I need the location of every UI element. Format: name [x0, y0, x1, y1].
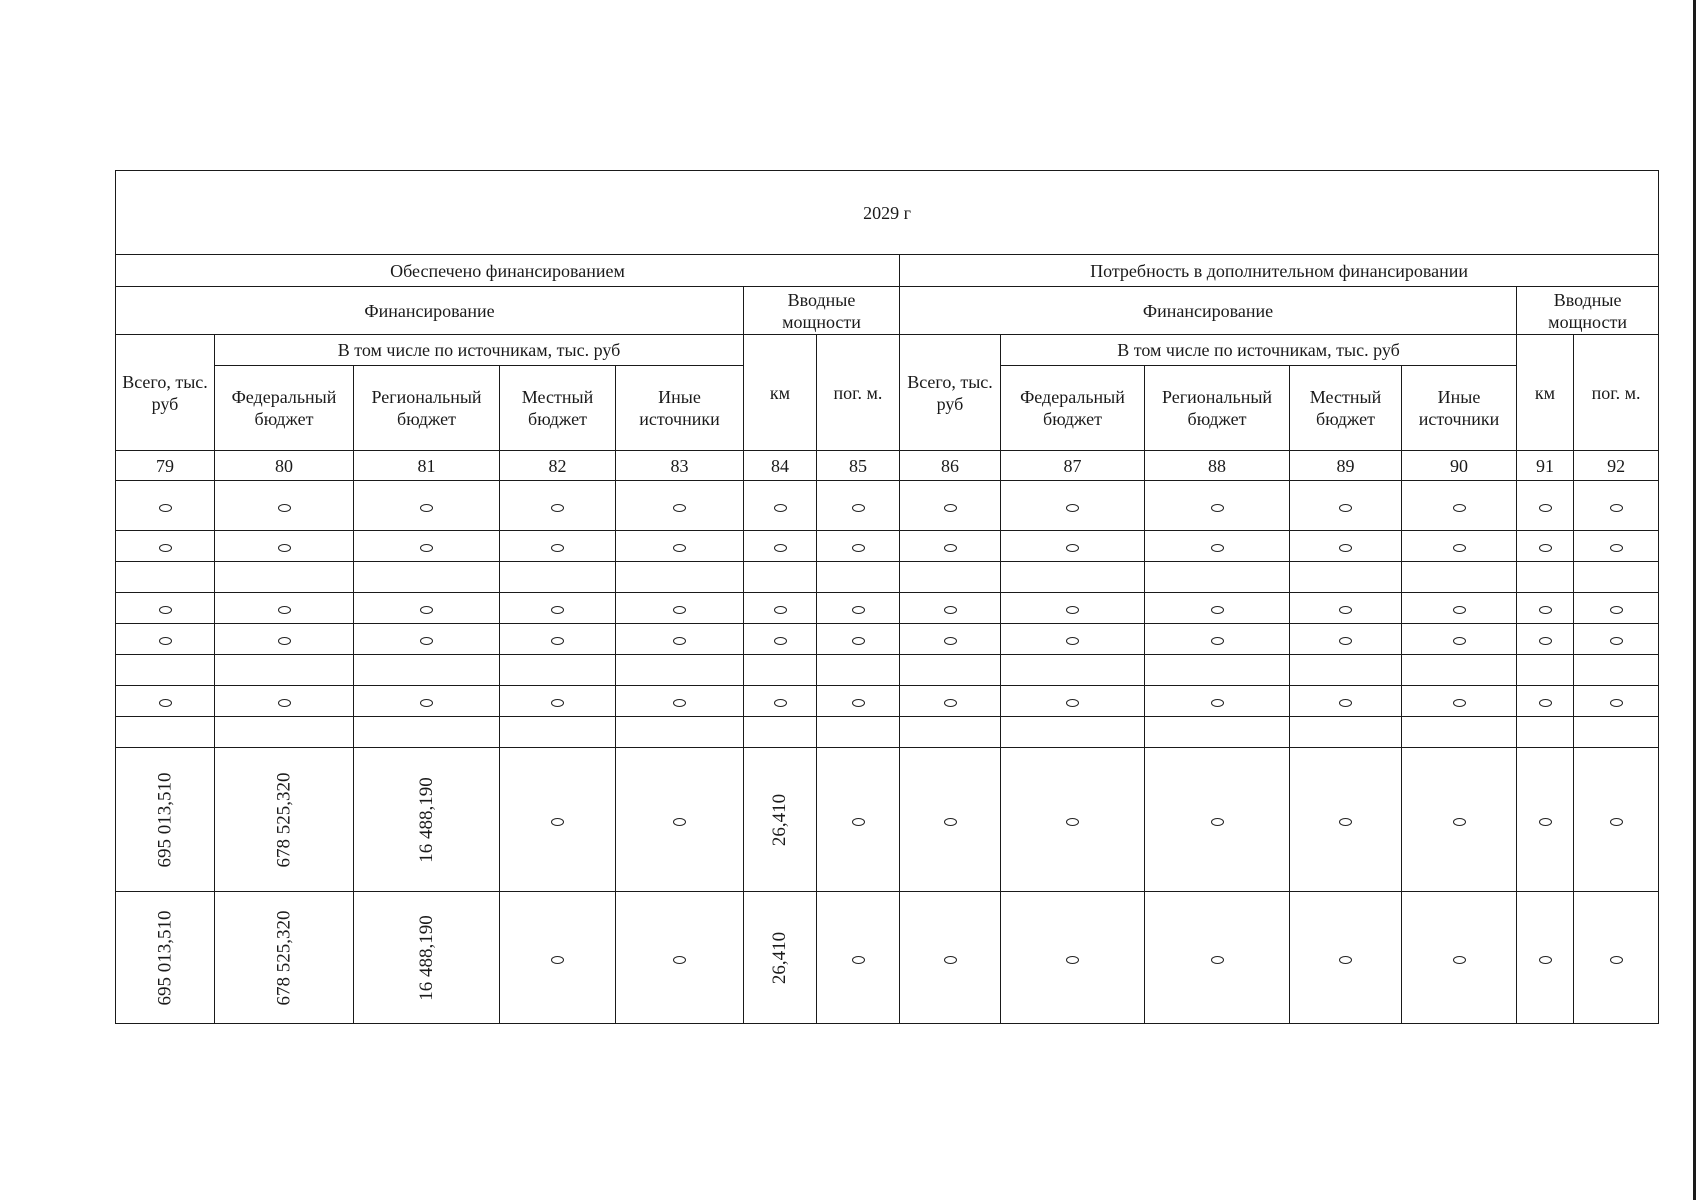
secured-federal-header: Федеральный бюджет [215, 366, 354, 451]
zero-mark [1211, 544, 1224, 552]
table-cell [1145, 686, 1290, 717]
column-number: 80 [215, 451, 354, 481]
zero-mark [1211, 699, 1224, 707]
additional-regional-header: Региональный бюджет [1145, 366, 1290, 451]
table-row [116, 686, 1659, 717]
table-row [116, 593, 1659, 624]
column-number: 81 [354, 451, 500, 481]
table-cell [744, 748, 817, 892]
table-cell [817, 748, 900, 892]
zero-mark [1610, 956, 1623, 964]
table-cell [1517, 686, 1574, 717]
table-cell [1517, 593, 1574, 624]
zero-mark [278, 544, 291, 552]
table-cell [354, 562, 500, 593]
table-cell [744, 717, 817, 748]
table-cell [744, 481, 817, 531]
zero-mark [1339, 637, 1352, 645]
additional-total-header: Всего, тыс. руб [900, 335, 1001, 451]
table-cell [1574, 655, 1659, 686]
table-cell [116, 655, 215, 686]
table-cell [1001, 655, 1145, 686]
additional-other-header: Иные источники [1402, 366, 1517, 451]
column-numbers-row [116, 451, 1659, 481]
table-cell [1001, 531, 1145, 562]
zero-mark [1610, 544, 1623, 552]
table-cell [215, 593, 354, 624]
table-row-totals [116, 892, 1659, 1024]
table-cell [1574, 717, 1659, 748]
secured-km-header: км [744, 335, 817, 451]
table-cell [900, 531, 1001, 562]
zero-mark [852, 606, 865, 614]
table-cell [1402, 562, 1517, 593]
table-cell [116, 531, 215, 562]
table-cell [215, 655, 354, 686]
table-cell [500, 717, 616, 748]
zero-mark [944, 699, 957, 707]
zero-mark [278, 699, 291, 707]
zero-mark [944, 956, 957, 964]
table-cell [1290, 655, 1402, 686]
zero-mark [1453, 504, 1466, 512]
table-cell [1145, 717, 1290, 748]
table-cell [1145, 655, 1290, 686]
table-cell [354, 531, 500, 562]
table-row-empty [116, 562, 1659, 593]
zero-mark [1211, 956, 1224, 964]
zero-mark [1211, 818, 1224, 826]
table-cell [1574, 748, 1659, 892]
vertical-value: 16 488,190 [415, 915, 437, 1001]
zero-mark [1066, 956, 1079, 964]
table-cell [1517, 892, 1574, 1024]
zero-mark [1066, 818, 1079, 826]
zero-mark [774, 699, 787, 707]
secured-regional-header: Региональный бюджет [354, 366, 500, 451]
table-cell [354, 892, 500, 1024]
secured-local-header: Местный бюджет [500, 366, 616, 451]
column-number: 90 [1402, 451, 1517, 481]
table-cell [215, 481, 354, 531]
table-cell [1402, 686, 1517, 717]
secured-financing-header: Финансирование [116, 287, 744, 335]
table-row [116, 531, 1659, 562]
table-cell [500, 686, 616, 717]
zero-mark [551, 699, 564, 707]
table-cell [354, 748, 500, 892]
additional-funding-header: Потребность в дополнительном финансировании [900, 255, 1659, 287]
table-cell [1290, 593, 1402, 624]
zero-mark [159, 504, 172, 512]
table-cell [616, 655, 744, 686]
table-cell [817, 892, 900, 1024]
table-cell [500, 624, 616, 655]
zero-mark [1066, 504, 1079, 512]
table-cell [1145, 748, 1290, 892]
table-cell [616, 481, 744, 531]
column-number: 86 [900, 451, 1001, 481]
zero-mark [852, 544, 865, 552]
table-cell [1290, 481, 1402, 531]
table-cell [1574, 686, 1659, 717]
table-cell [1001, 717, 1145, 748]
additional-financing-header: Финансирование [900, 287, 1517, 335]
table-cell [500, 481, 616, 531]
zero-mark [1453, 956, 1466, 964]
table-cell [1517, 624, 1574, 655]
table-cell [900, 748, 1001, 892]
table-cell [744, 624, 817, 655]
table-cell [616, 892, 744, 1024]
table-cell [116, 748, 215, 892]
table-cell [900, 481, 1001, 531]
zero-mark [551, 637, 564, 645]
column-number: 89 [1290, 451, 1402, 481]
zero-mark [1066, 637, 1079, 645]
table-cell [900, 655, 1001, 686]
zero-mark [852, 818, 865, 826]
table-cell [1574, 562, 1659, 593]
zero-mark [159, 699, 172, 707]
table-cell [354, 481, 500, 531]
table-cell [1001, 624, 1145, 655]
table-cell [744, 655, 817, 686]
table-cell [215, 562, 354, 593]
table-cell [1402, 481, 1517, 531]
table-cell [817, 624, 900, 655]
table-cell [744, 531, 817, 562]
zero-mark [944, 818, 957, 826]
table-cell [1402, 655, 1517, 686]
table-cell [500, 531, 616, 562]
table-cell [616, 531, 744, 562]
table-cell [900, 717, 1001, 748]
zero-mark [159, 637, 172, 645]
column-number: 79 [116, 451, 215, 481]
zero-mark [551, 818, 564, 826]
table-cell [116, 686, 215, 717]
zero-mark [1339, 699, 1352, 707]
table-cell [1517, 481, 1574, 531]
table-cell [1290, 892, 1402, 1024]
table-cell [817, 655, 900, 686]
table-cell [1402, 593, 1517, 624]
table-cell [1001, 686, 1145, 717]
table-cell [1290, 686, 1402, 717]
table-cell [1517, 531, 1574, 562]
zero-mark [852, 504, 865, 512]
table-cell [500, 562, 616, 593]
additional-federal-header: Федеральный бюджет [1001, 366, 1145, 451]
table-cell [1001, 481, 1145, 531]
zero-mark [1211, 504, 1224, 512]
column-number: 83 [616, 451, 744, 481]
table-cell [215, 717, 354, 748]
zero-mark [1610, 504, 1623, 512]
table-cell [1574, 531, 1659, 562]
zero-mark [1211, 637, 1224, 645]
zero-mark [1610, 699, 1623, 707]
table-cell [744, 892, 817, 1024]
table-cell [1145, 481, 1290, 531]
table-cell [500, 593, 616, 624]
zero-mark [1539, 544, 1552, 552]
table-cell [354, 717, 500, 748]
secured-pogm-header: пог. м. [817, 335, 900, 451]
zero-mark [1610, 818, 1623, 826]
zero-mark [852, 699, 865, 707]
table-cell [116, 593, 215, 624]
zero-mark [420, 637, 433, 645]
table-cell [1517, 655, 1574, 686]
additional-pogm-header: пог. м. [1574, 335, 1659, 451]
table-cell [500, 892, 616, 1024]
zero-mark [551, 504, 564, 512]
vertical-value: 695 013,510 [154, 910, 176, 1006]
table-cell [616, 593, 744, 624]
table-cell [1145, 531, 1290, 562]
table-cell [116, 562, 215, 593]
column-number: 84 [744, 451, 817, 481]
secured-funding-header: Обеспечено финансированием [116, 255, 900, 287]
table-cell [354, 593, 500, 624]
zero-mark [1539, 637, 1552, 645]
zero-mark [774, 606, 787, 614]
column-number: 91 [1517, 451, 1574, 481]
table-cell [1574, 624, 1659, 655]
additional-sources-header: В том числе по источникам, тыс. руб [1001, 335, 1517, 366]
zero-mark [673, 699, 686, 707]
table-cell [900, 562, 1001, 593]
table-cell [1574, 481, 1659, 531]
table-cell [616, 562, 744, 593]
table-cell [1290, 562, 1402, 593]
zero-mark [1066, 606, 1079, 614]
table-cell [500, 655, 616, 686]
table-cell [900, 686, 1001, 717]
zero-mark [944, 637, 957, 645]
zero-mark [159, 606, 172, 614]
vertical-value: 695 013,510 [154, 772, 176, 868]
table-cell [215, 892, 354, 1024]
zero-mark [159, 544, 172, 552]
table-cell [116, 717, 215, 748]
table-cell [1290, 531, 1402, 562]
table-cell [1517, 748, 1574, 892]
additional-capacity-header: Вводные мощности [1517, 287, 1659, 335]
table-row [116, 624, 1659, 655]
zero-mark [1453, 606, 1466, 614]
table-cell [1001, 562, 1145, 593]
zero-mark [551, 544, 564, 552]
secured-total-header: Всего, тыс. руб [116, 335, 215, 451]
table-cell [1145, 562, 1290, 593]
zero-mark [420, 606, 433, 614]
table-cell [616, 717, 744, 748]
table-cell [1001, 748, 1145, 892]
table-cell [215, 748, 354, 892]
zero-mark [673, 544, 686, 552]
zero-mark [1339, 606, 1352, 614]
table-cell [900, 593, 1001, 624]
table-cell [1517, 562, 1574, 593]
zero-mark [1211, 606, 1224, 614]
table-cell [354, 624, 500, 655]
zero-mark [1339, 956, 1352, 964]
column-number: 85 [817, 451, 900, 481]
table-row-totals [116, 748, 1659, 892]
zero-mark [551, 956, 564, 964]
zero-mark [1539, 504, 1552, 512]
table-cell [215, 531, 354, 562]
table-cell [817, 531, 900, 562]
column-number: 87 [1001, 451, 1145, 481]
secured-capacity-header: Вводные мощности [744, 287, 900, 335]
zero-mark [673, 504, 686, 512]
vertical-value: 26,410 [769, 931, 790, 985]
table-cell [1402, 892, 1517, 1024]
secured-sources-header: В том числе по источникам, тыс. руб [215, 335, 744, 366]
table-cell [1001, 593, 1145, 624]
zero-mark [774, 637, 787, 645]
zero-mark [944, 544, 957, 552]
table-row-empty [116, 655, 1659, 686]
table-cell [1145, 593, 1290, 624]
table-cell [817, 562, 900, 593]
table-cell [116, 481, 215, 531]
table-cell [744, 562, 817, 593]
table-cell [1145, 892, 1290, 1024]
table-row-empty [116, 717, 1659, 748]
table-cell [817, 481, 900, 531]
table-cell [817, 593, 900, 624]
zero-mark [1453, 637, 1466, 645]
table-cell [1402, 624, 1517, 655]
vertical-value: 678 525,320 [273, 772, 294, 868]
zero-mark [852, 956, 865, 964]
table-cell [1574, 593, 1659, 624]
zero-mark [1539, 956, 1552, 964]
zero-mark [1453, 544, 1466, 552]
additional-km-header: км [1517, 335, 1574, 451]
table-cell [900, 624, 1001, 655]
table-cell [817, 686, 900, 717]
table-cell [616, 624, 744, 655]
zero-mark [673, 606, 686, 614]
secured-other-header: Иные источники [616, 366, 744, 451]
zero-mark [1453, 818, 1466, 826]
zero-mark [420, 544, 433, 552]
zero-mark [1453, 699, 1466, 707]
table-cell [500, 748, 616, 892]
year-header: 2029 г [116, 171, 1659, 255]
zero-mark [944, 504, 957, 512]
zero-mark [551, 606, 564, 614]
table-cell [1145, 624, 1290, 655]
zero-mark [774, 504, 787, 512]
zero-mark [1339, 544, 1352, 552]
zero-mark [774, 544, 787, 552]
zero-mark [1066, 699, 1079, 707]
table-cell [354, 655, 500, 686]
table-cell [1290, 717, 1402, 748]
additional-local-header: Местный бюджет [1290, 366, 1402, 451]
table-cell [116, 624, 215, 655]
zero-mark [278, 606, 291, 614]
zero-mark [673, 818, 686, 826]
table-cell [616, 748, 744, 892]
zero-mark [1539, 606, 1552, 614]
table-cell [1402, 717, 1517, 748]
table-cell [1290, 748, 1402, 892]
zero-mark [420, 504, 433, 512]
zero-mark [278, 504, 291, 512]
table-cell [1402, 531, 1517, 562]
zero-mark [278, 637, 291, 645]
table-cell [215, 686, 354, 717]
column-number: 88 [1145, 451, 1290, 481]
table-cell [744, 593, 817, 624]
zero-mark [1339, 504, 1352, 512]
zero-mark [673, 637, 686, 645]
zero-mark [1539, 699, 1552, 707]
column-number: 82 [500, 451, 616, 481]
zero-mark [1610, 637, 1623, 645]
zero-mark [673, 956, 686, 964]
zero-mark [420, 699, 433, 707]
table-cell [1001, 892, 1145, 1024]
zero-mark [944, 606, 957, 614]
vertical-value: 26,410 [769, 793, 790, 847]
zero-mark [1539, 818, 1552, 826]
table-cell [215, 624, 354, 655]
table-cell [744, 686, 817, 717]
zero-mark [852, 637, 865, 645]
table-cell [1517, 717, 1574, 748]
financing-table [115, 170, 1659, 1024]
table-cell [1574, 892, 1659, 1024]
zero-mark [1610, 606, 1623, 614]
column-number: 92 [1574, 451, 1659, 481]
table-cell [900, 892, 1001, 1024]
vertical-value: 678 525,320 [273, 910, 294, 1006]
table-cell [116, 892, 215, 1024]
table-cell [817, 717, 900, 748]
table-cell [616, 686, 744, 717]
vertical-value: 16 488,190 [415, 777, 437, 863]
table-cell [354, 686, 500, 717]
table-cell [1290, 624, 1402, 655]
table-cell [1402, 748, 1517, 892]
table-row [116, 481, 1659, 531]
zero-mark [1339, 818, 1352, 826]
zero-mark [1066, 544, 1079, 552]
